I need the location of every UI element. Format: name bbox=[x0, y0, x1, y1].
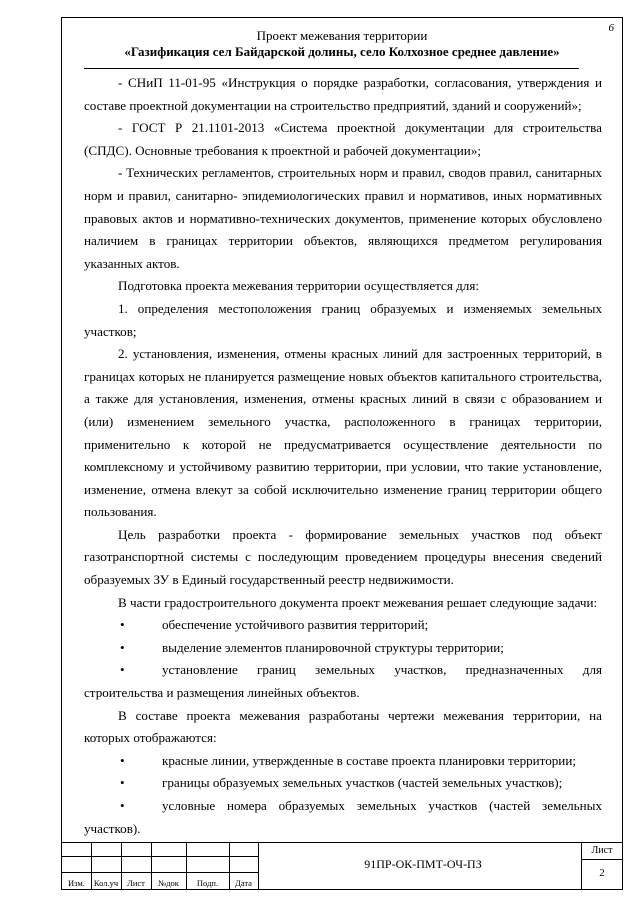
page-number: 6 bbox=[608, 22, 614, 34]
grid-line bbox=[582, 859, 622, 860]
list-item-text: красные линии, утвержденные в составе проекта планировки территории; bbox=[162, 752, 576, 768]
header-rule bbox=[84, 68, 579, 69]
page-frame bbox=[61, 17, 623, 890]
list-item bbox=[84, 614, 602, 637]
list-item-text: границы образуемых земельных участков (частей земельных участков); bbox=[162, 775, 563, 791]
col-izm-label: Изм. bbox=[68, 878, 85, 888]
list-item bbox=[84, 750, 602, 773]
bullet-icon: • bbox=[120, 662, 125, 678]
paragraph: - ГОСТ Р 21.1101-2013 «Система проектной документации для строительства (СПДС). Основные требования к проектной и рабочей документации»; bbox=[84, 120, 602, 158]
col-list-label: Лист bbox=[127, 878, 145, 888]
list-item-text: выделение элементов планировочной структуры территории; bbox=[162, 639, 504, 655]
col-data-label: Дата bbox=[235, 878, 252, 888]
header-line-2: «Газификация сел Байдарской долины, село Колхозное среднее давление» bbox=[124, 44, 560, 59]
bullet-icon: • bbox=[120, 617, 125, 633]
bullet-icon: • bbox=[120, 798, 125, 813]
list-item bbox=[84, 659, 602, 704]
list-item-text: условные номера образуемых земельных участков (частей земельных участков). bbox=[84, 798, 602, 836]
paragraph: Цель разработки проекта - формирование земельных участков под объект газотранспортной системы с последующим проведением процедуры внесения сведений образуемых ЗУ в Единый государственный реестр недвижимости. bbox=[84, 526, 602, 588]
paragraph: Подготовка проекта межевания территории осуществляется для: bbox=[118, 278, 479, 294]
list-item bbox=[84, 637, 602, 660]
document-header bbox=[84, 28, 600, 60]
document-body bbox=[84, 72, 602, 840]
bullet-icon: • bbox=[120, 775, 125, 791]
col-podp-label: Подп. bbox=[196, 878, 219, 888]
list-item-text: обеспечение устойчивого развития территорий; bbox=[162, 617, 429, 633]
paragraph: 2. установления, изменения, отмены красных линий для застроенных территорий, в границах которых не планируется размещение новых объектов капитального строительства, а также для установления, изменения, отмены красных линий в связи с образованием и (или) изменением земельного участка, расположенного в границах территории, применительно к которой не предусматривается осуществление деятельности по комплексному и устойчивому развитию территории, при условии, что такие установление, изменение, отмена влекут за собой исключительно изменение границ территории общего пользования. bbox=[84, 346, 602, 520]
paragraph: - СНиП 11-01-95 «Инструкция о порядке разработки, согласования, утверждения и составе проектной документации на строительство предприятий, зданий и сооружений»; bbox=[84, 75, 602, 113]
paragraph: 1. определения местоположения границ образуемых и изменяемых земельных участков; bbox=[84, 300, 602, 339]
sheet-number: 2 bbox=[599, 867, 605, 879]
list-item-text: установление границ земельных участков, предназначенных для строительства и размещения линейных объектов. bbox=[84, 662, 602, 701]
header-line-1: Проект межевания территории bbox=[256, 28, 428, 43]
col-kol-label: Кол.уч bbox=[93, 878, 119, 888]
grid-line bbox=[258, 843, 259, 889]
paragraph: - Технических регламентов, строительных норм и правил, сводов правил, санитарных норм и правил, санитарно- эпидемиологических правил и нормативов, иных нормативных правовых актов и нормативно-технических документов, применение которых обусловлено наличием в границах территории объектов, являющихся предметом регулирования указанных актов. bbox=[84, 165, 602, 271]
paragraph: В части градостроительного документа проект межевания решает следующие задачи: bbox=[118, 594, 598, 610]
list-item bbox=[84, 772, 602, 795]
paragraph: В составе проекта межевания разработаны чертежи межевания территории, на которых отображаются: bbox=[84, 707, 602, 746]
sheet-label: Лист bbox=[591, 845, 613, 856]
col-ndok-label: №док bbox=[158, 878, 179, 888]
list-item bbox=[84, 795, 602, 840]
bullet-icon: • bbox=[120, 752, 125, 768]
bullet-icon: • bbox=[120, 639, 125, 655]
title-block bbox=[62, 842, 622, 889]
document-code: 91ПР-ОК-ПМТ-ОЧ-ПЗ bbox=[364, 857, 482, 871]
